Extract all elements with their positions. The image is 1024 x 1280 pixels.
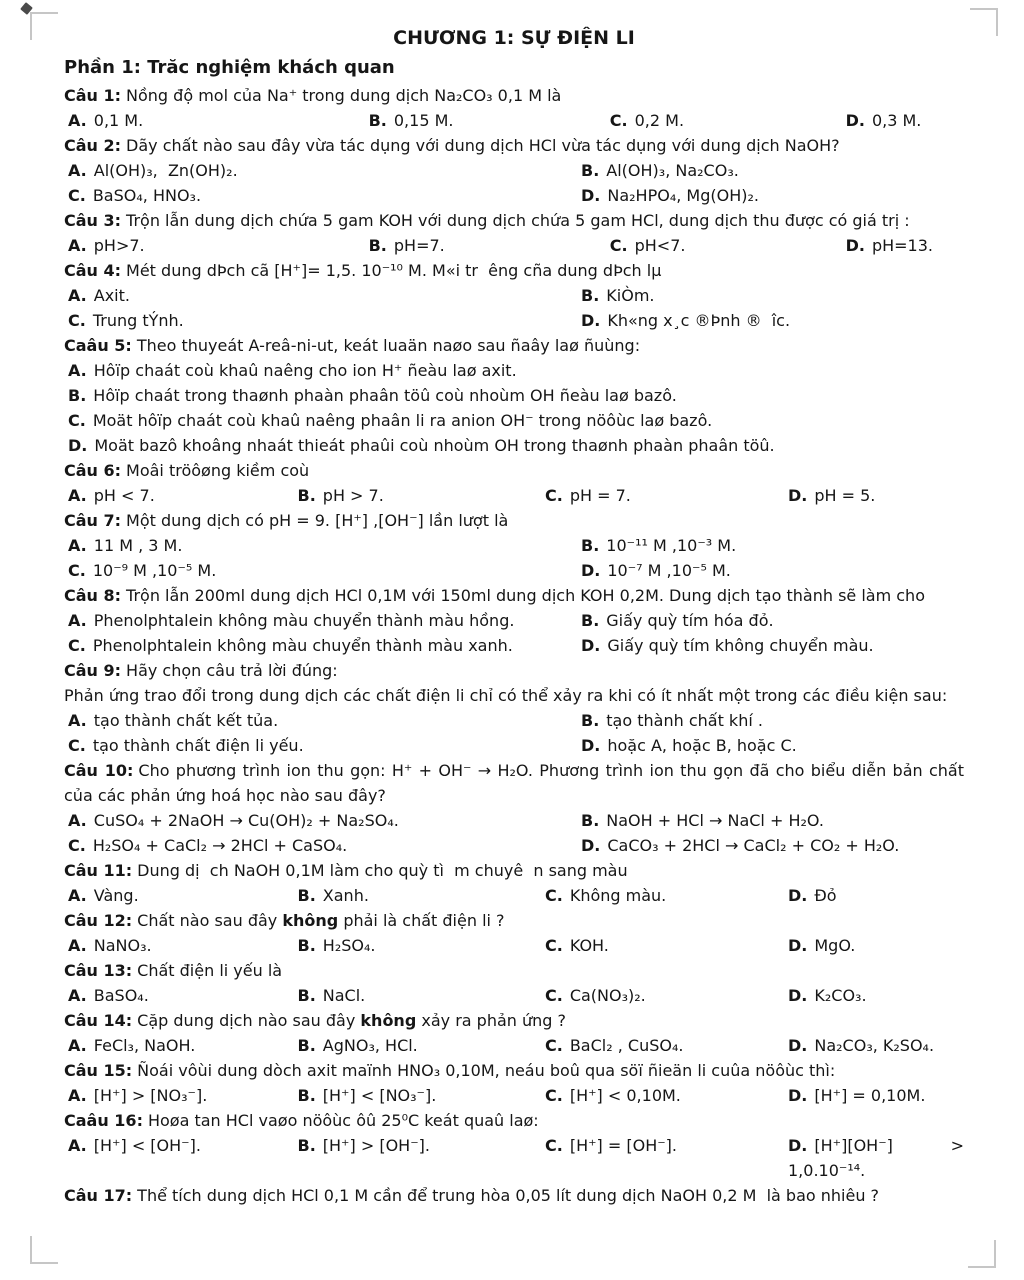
question-number: Câu 2: [64, 136, 122, 155]
question-9 [64, 658, 964, 758]
question-10 [64, 758, 970, 858]
option-text: Na₂HPO₄, Mg(OH)₂. [607, 186, 759, 205]
option-letter: A. [68, 811, 87, 830]
question-heading [64, 258, 964, 283]
option-text: pH = 5. [814, 486, 876, 505]
option-letter: C. [68, 636, 86, 655]
option-a [64, 933, 294, 958]
question-heading [64, 1183, 964, 1208]
question-heading [64, 208, 964, 233]
question-number: Câu 1: [64, 86, 122, 105]
option-text: Không màu. [569, 886, 667, 905]
question-heading [64, 583, 964, 608]
option-d [784, 933, 964, 958]
option-letter: D. [788, 1136, 808, 1155]
option-b [577, 708, 964, 733]
option-text: 0,3 M. [871, 111, 922, 130]
question-text: Nồng độ mol của Na⁺ trong dung dịch Na₂CO₃ 0,1 M là [126, 86, 562, 105]
option-letter: B. [368, 111, 387, 130]
option-letter: A. [68, 486, 87, 505]
option-letter: A. [68, 161, 87, 180]
option-a [64, 233, 365, 258]
option-letter: A. [68, 236, 87, 255]
option-text: [H⁺] < 0,10M. [569, 1086, 681, 1105]
option-letter: D. [788, 936, 808, 955]
option-c [541, 1033, 784, 1058]
option-text: [H⁺] = 0,10M. [814, 1086, 926, 1105]
option-letter: B. [581, 286, 600, 305]
section-title: Phần 1: Trăc nghiệm khách quan [64, 57, 395, 78]
option-letter: B. [581, 536, 600, 555]
option-text: pH > 7. [322, 486, 384, 505]
option-a [64, 808, 577, 833]
question-number: Câu 7: [64, 511, 122, 530]
option-text: pH<7. [634, 236, 686, 255]
option-a [64, 1033, 294, 1058]
option-d [577, 633, 964, 658]
question-3 [64, 208, 964, 258]
option-letter: D. [581, 836, 601, 855]
question-text: Cho phương trình ion thu gọn: H⁺ + OH⁻ → H₂O. Phương trình ion thu gọn đã cho biểu diễn bản chất của các phản ứng hoá học nào sau đây? [64, 761, 970, 805]
option-letter: D. [581, 561, 601, 580]
option-a [64, 883, 294, 908]
option-letter: D. [788, 1086, 808, 1105]
question-5 [64, 333, 964, 458]
question-text: Dung dị ch NaOH 0,1M làm cho quỳ tì m chuyê n sang màu [137, 861, 628, 880]
option-d [784, 483, 964, 508]
option-letter: D. [788, 886, 808, 905]
option-c [541, 983, 784, 1008]
question-heading [64, 133, 964, 158]
option-d [577, 733, 964, 758]
option-text: CaCO₃ + 2HCl → CaCl₂ + CO₂ + H₂O. [607, 836, 900, 855]
option-a [64, 533, 577, 558]
option-text: Moät hôïp chaát coù khaû naêng phaân li ra anion OH⁻ trong nöôùc laø bazô. [92, 411, 713, 430]
question-1 [64, 83, 964, 133]
option-b [294, 933, 542, 958]
option-d [784, 883, 964, 908]
option-d [784, 983, 964, 1008]
option-c [64, 308, 577, 333]
option-letter: A. [68, 986, 87, 1005]
question-heading [64, 83, 964, 108]
option-text: hoặc A, hoặc B, hoặc C. [607, 736, 797, 755]
options-row [64, 933, 964, 958]
option-c [64, 408, 964, 433]
questions-list [64, 83, 970, 1208]
question-6 [64, 458, 964, 508]
question-heading [64, 658, 964, 683]
option-b [294, 883, 542, 908]
option-text: NaOH + HCl → NaCl + H₂O. [606, 811, 824, 830]
option-a [64, 483, 294, 508]
option-letter: D. [68, 436, 88, 455]
option-d [577, 308, 964, 333]
option-letter: B. [297, 1036, 316, 1055]
question-text: Moâi tröôøng kiềm coù [126, 461, 310, 480]
options-row [64, 608, 964, 658]
option-letter: B. [368, 236, 387, 255]
question-number: Câu 15: [64, 1061, 133, 1080]
option-text: pH>7. [93, 236, 145, 255]
option-text: Na₂CO₃, K₂SO₄. [814, 1036, 935, 1055]
option-text: Al(OH)₃, Na₂CO₃. [606, 161, 739, 180]
question-number: Câu 8: [64, 586, 122, 605]
question-text: Cặp dung dịch nào sau đây không xảy ra phản ứng ? [137, 1011, 567, 1030]
option-c [64, 833, 577, 858]
option-d [577, 833, 964, 858]
option-text: [H⁺] < [NO₃⁻]. [322, 1086, 437, 1105]
options-row [64, 983, 964, 1008]
question-intro: Phản ứng trao đổi trong dung dịch các chất điện li chỉ có thể xảy ra khi có ít nhất một trong các điều kiện sau: [64, 686, 948, 705]
option-letter: C. [545, 486, 563, 505]
option-letter: A. [68, 286, 87, 305]
scan-corner-mark-bottom-right [968, 1240, 996, 1268]
option-letter: B. [297, 936, 316, 955]
option-letter: C. [609, 111, 628, 130]
scan-corner-mark-top-right [970, 8, 998, 36]
option-letter: B. [297, 886, 316, 905]
option-text: NaNO₃. [93, 936, 152, 955]
question-text: Thể tích dung dịch HCl 0,1 M cần để trung hòa 0,05 lít dung dịch NaOH 0,2 M là bao nhiêu ? [137, 1186, 880, 1205]
option-letter: D. [581, 736, 601, 755]
option-text: Kh«ng x¸c ®Þnh ® îc. [607, 311, 791, 330]
option-b [294, 1083, 542, 1108]
option-text: Giấy quỳ tím không chuyển màu. [607, 636, 874, 655]
option-text: Trung tÝnh. [92, 311, 184, 330]
question-text: Hãy chọn câu trả lời đúng: [126, 661, 338, 680]
question-text: Mét dung dÞch cã [H⁺]= 1,5. 10⁻¹⁰ M. M«i tr êng cña dung dÞch lµ [126, 261, 662, 280]
option-text: AgNO₃, HCl. [322, 1036, 418, 1055]
option-b [577, 533, 964, 558]
options-row [64, 1083, 964, 1108]
question-heading [64, 1108, 964, 1133]
question-text: Ñoái vôùi dung dòch axit maïnh HNO₃ 0,10M, neáu boû qua söï ñieän li cuûa nöôùc thì: [137, 1061, 836, 1080]
option-c [541, 483, 784, 508]
question-4 [64, 258, 964, 333]
question-number: Câu 3: [64, 211, 122, 230]
question-17 [64, 1183, 964, 1208]
option-text: 10⁻⁷ M ,10⁻⁵ M. [607, 561, 731, 580]
question-2 [64, 133, 964, 208]
question-heading [64, 333, 964, 358]
option-c [606, 233, 842, 258]
option-b [64, 383, 964, 408]
option-letter: B. [68, 386, 87, 405]
option-text: Xanh. [322, 886, 369, 905]
option-letter: C. [68, 836, 86, 855]
option-text: KOH. [569, 936, 609, 955]
option-letter: A. [68, 1036, 87, 1055]
question-heading [64, 858, 964, 883]
option-c [64, 558, 577, 583]
question-14 [64, 1008, 964, 1058]
option-text: tạo thành chất khí . [606, 711, 763, 730]
option-letter: D. [845, 236, 865, 255]
option-c [606, 108, 842, 133]
question-16 [64, 1108, 970, 1183]
option-text: pH=7. [393, 236, 445, 255]
option-letter: C. [545, 986, 563, 1005]
option-text: tạo thành chất kết tủa. [93, 711, 279, 730]
option-d [842, 233, 964, 258]
option-letter: B. [297, 986, 316, 1005]
option-c [64, 183, 577, 208]
question-11 [64, 858, 964, 908]
question-text: Chất điện li yếu là [137, 961, 283, 980]
option-text: Vàng. [93, 886, 139, 905]
options-row [64, 108, 964, 133]
option-text: H₂SO₄ + CaCl₂ → 2HCl + CaSO₄. [92, 836, 348, 855]
option-letter: C. [68, 561, 86, 580]
question-number: Câu 4: [64, 261, 122, 280]
option-b [294, 1133, 542, 1183]
option-a [64, 608, 577, 633]
question-text: Một dung dịch có pH = 9. [H⁺] ,[OH⁻] lần lượt là [126, 511, 509, 530]
option-letter: A. [68, 536, 87, 555]
question-heading [64, 908, 964, 933]
option-text: BaCl₂ , CuSO₄. [569, 1036, 684, 1055]
question-number: Caâu 16: [64, 1111, 143, 1130]
option-letter: C. [545, 1136, 563, 1155]
option-b [577, 808, 964, 833]
question-heading [64, 458, 964, 483]
question-number: Câu 11: [64, 861, 133, 880]
options-row [64, 883, 964, 908]
option-text: Moät bazô khoâng nhaát thieát phaûi coù nhoùm OH trong thaønh phaàn phaân töû. [94, 436, 775, 455]
option-text: 0,2 M. [634, 111, 685, 130]
question-heading [64, 1008, 964, 1033]
option-text: [H⁺] < [OH⁻]. [93, 1136, 201, 1155]
option-letter: B. [297, 486, 316, 505]
option-text: BaSO₄, HNO₃. [92, 186, 202, 205]
question-number: Câu 9: [64, 661, 122, 680]
option-c [541, 1083, 784, 1108]
option-d [784, 1033, 964, 1058]
option-letter: B. [297, 1136, 316, 1155]
scan-corner-mark-top-left [30, 12, 58, 40]
option-text: Phenolphtalein không màu chuyển thành màu xanh. [92, 636, 513, 655]
option-letter: B. [581, 811, 600, 830]
option-c [541, 933, 784, 958]
option-a [64, 358, 964, 383]
question-heading [64, 1058, 964, 1083]
option-text: K₂CO₃. [814, 986, 867, 1005]
question-text: Theo thuyeát A-reâ-ni-ut, keát luaän naøo sau ñaây laø ñuùng: [136, 336, 641, 355]
option-text: Phenolphtalein không màu chuyển thành màu hồng. [93, 611, 515, 630]
options-row [64, 533, 964, 583]
scan-corner-mark-bottom-left [30, 1236, 58, 1264]
option-letter: C. [545, 936, 563, 955]
option-text: Hôïp chaát trong thaønh phaàn phaân töû coù nhoùm OH ñeàu laø bazô. [93, 386, 677, 405]
option-c [64, 633, 577, 658]
option-letter: C. [68, 411, 86, 430]
question-number: Câu 10: [64, 761, 134, 780]
question-heading [64, 508, 964, 533]
question-8 [64, 583, 964, 658]
options-row [64, 158, 964, 208]
options-row [64, 283, 964, 333]
option-text: Giấy quỳ tím hóa đỏ. [606, 611, 774, 630]
option-b [365, 108, 606, 133]
question-number: Câu 14: [64, 1011, 133, 1030]
question-number: Câu 12: [64, 911, 133, 930]
option-text: MgO. [814, 936, 856, 955]
question-heading [64, 758, 970, 808]
option-d [577, 558, 964, 583]
option-b [365, 233, 606, 258]
option-a [64, 283, 577, 308]
option-c [64, 733, 577, 758]
options-row [64, 1133, 970, 1183]
options-row [64, 808, 964, 858]
page-title: CHƯƠNG 1: SỰ ĐIỆN LI [393, 27, 635, 49]
options-row [64, 483, 964, 508]
option-letter: A. [68, 886, 87, 905]
option-letter: C. [545, 1036, 563, 1055]
option-text: 10⁻⁹ M ,10⁻⁵ M. [92, 561, 217, 580]
option-text: Axit. [93, 286, 130, 305]
option-letter: C. [609, 236, 628, 255]
option-text: 11 M , 3 M. [93, 536, 183, 555]
option-letter: D. [581, 311, 601, 330]
option-text: Hôïp chaát coù khaû naêng cho ion H⁺ ñeàu laø axit. [93, 361, 517, 380]
option-a [64, 158, 577, 183]
question-13 [64, 958, 964, 1008]
option-letter: C. [545, 886, 563, 905]
option-d [784, 1083, 964, 1108]
question-text: Trộn lẫn 200ml dung dịch HCl 0,1M với 150ml dung dịch KOH 0,2M. Dung dịch tạo thành sẽ làm cho [126, 586, 925, 605]
option-letter: B. [581, 611, 600, 630]
options-row [64, 708, 964, 758]
question-number: Câu 6: [64, 461, 122, 480]
option-d [64, 433, 964, 458]
options-row [64, 233, 964, 258]
option-letter: D. [845, 111, 865, 130]
option-a [64, 1083, 294, 1108]
question-number: Caâu 5: [64, 336, 132, 355]
option-text: Al(OH)₃, Zn(OH)₂. [93, 161, 238, 180]
option-b [294, 1033, 542, 1058]
option-letter: A. [68, 936, 87, 955]
option-d [842, 108, 964, 133]
option-c [541, 883, 784, 908]
option-text: 10⁻¹¹ M ,10⁻³ M. [606, 536, 737, 555]
options-row [64, 358, 964, 458]
option-text: Ca(NO₃)₂. [569, 986, 646, 1005]
question-heading [64, 958, 964, 983]
option-text: CuSO₄ + 2NaOH → Cu(OH)₂ + Na₂SO₄. [93, 811, 399, 830]
option-letter: D. [581, 186, 601, 205]
option-b [577, 158, 964, 183]
option-b [577, 608, 964, 633]
option-letter: C. [68, 311, 86, 330]
option-letter: A. [68, 1086, 87, 1105]
option-c [541, 1133, 784, 1183]
option-text: tạo thành chất điện li yếu. [92, 736, 304, 755]
option-letter: C. [68, 736, 86, 755]
option-text: 0,1 M. [93, 111, 144, 130]
option-text: 0,15 M. [393, 111, 454, 130]
option-text: KiÒm. [606, 286, 655, 305]
option-d [784, 1133, 970, 1183]
option-text: H₂SO₄. [322, 936, 376, 955]
option-letter: A. [68, 111, 87, 130]
option-text: [H⁺] = [OH⁻]. [569, 1136, 678, 1155]
option-letter: C. [545, 1086, 563, 1105]
option-b [294, 983, 542, 1008]
question-number: Câu 13: [64, 961, 133, 980]
question-text: Trộn lẫn dung dịch chứa 5 gam KOH với dung dịch chứa 5 gam HCl, dung dịch thu được có giá trị : [126, 211, 910, 230]
option-text: [H⁺] > [OH⁻]. [322, 1136, 430, 1155]
option-text: [H⁺] > [NO₃⁻]. [93, 1086, 208, 1105]
option-text: Đỏ [814, 886, 837, 905]
option-a [64, 108, 365, 133]
option-letter: C. [68, 186, 86, 205]
option-text: pH = 7. [569, 486, 631, 505]
option-letter: A. [68, 711, 87, 730]
question-text: Hoøa tan HCl vaøo nöôùc ôû 25⁰C keát quaû laø: [147, 1111, 539, 1130]
option-letter: A. [68, 1136, 87, 1155]
option-letter: D. [788, 486, 808, 505]
option-text: pH=13. [871, 236, 933, 255]
question-text: Chất nào sau đây không phải là chất điện li ? [137, 911, 505, 930]
option-letter: B. [297, 1086, 316, 1105]
option-letter: B. [581, 711, 600, 730]
options-row [64, 1033, 964, 1058]
question-number: Câu 17: [64, 1186, 133, 1205]
option-letter: A. [68, 361, 87, 380]
option-letter: A. [68, 611, 87, 630]
option-a [64, 708, 577, 733]
option-text: BaSO₄. [93, 986, 149, 1005]
option-b [577, 283, 964, 308]
option-text: FeCl₃, NaOH. [93, 1036, 196, 1055]
option-text: [H⁺][OH⁻] > 1,0.10⁻¹⁴. [788, 1136, 970, 1180]
option-text: NaCl. [322, 986, 366, 1005]
option-letter: D. [788, 986, 808, 1005]
option-text: pH < 7. [93, 486, 155, 505]
question-12 [64, 908, 964, 958]
option-letter: D. [581, 636, 601, 655]
option-letter: D. [788, 1036, 808, 1055]
option-a [64, 983, 294, 1008]
question-15 [64, 1058, 964, 1108]
option-d [577, 183, 964, 208]
option-a [64, 1133, 294, 1183]
option-b [294, 483, 542, 508]
question-7 [64, 508, 964, 583]
question-text: Dãy chất nào sau đây vừa tác dụng với dung dịch HCl vừa tác dụng với dung dịch NaOH? [126, 136, 840, 155]
option-letter: B. [581, 161, 600, 180]
